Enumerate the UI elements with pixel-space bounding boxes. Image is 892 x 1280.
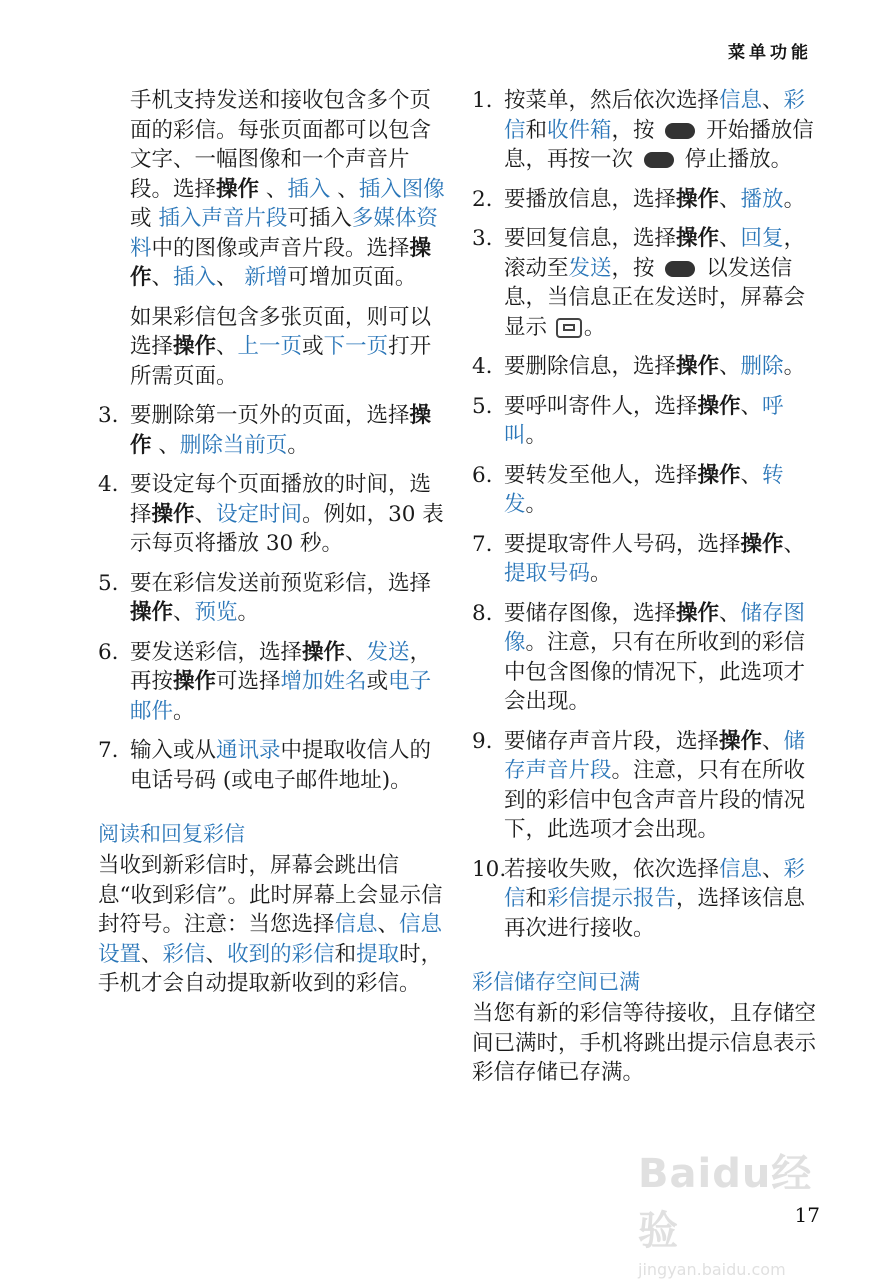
step-number: 6.: [472, 462, 493, 488]
body-text: 、: [719, 186, 741, 212]
step-item: [98, 638, 448, 727]
menu-option-text: 发送: [366, 639, 410, 665]
step-item: [472, 855, 822, 944]
body-text: 和: [525, 886, 548, 911]
body-text: 以发送信息，当信息正在发送时，屏幕会显示: [504, 255, 806, 340]
right-column: [472, 86, 822, 1088]
body-text: ，按: [611, 255, 662, 281]
step-item: [472, 185, 822, 215]
body-text: 如果彩信包含多张页面，则可以选择: [130, 304, 432, 359]
menu-option-text: 设定时间: [216, 501, 303, 527]
body-text: 和: [334, 941, 357, 967]
key-label-text: 操作: [173, 334, 217, 359]
body-text: 。: [583, 314, 606, 340]
step-number: 10.: [472, 856, 507, 882]
body-text: 、: [783, 531, 806, 557]
menu-option-text: 插入声音片段: [158, 206, 288, 231]
step-number: 4.: [98, 472, 119, 497]
body-text: 。: [525, 423, 548, 448]
menu-option-text: 上一页: [237, 334, 303, 359]
body-text: 、: [762, 88, 784, 113]
menu-option-text: 收件箱: [547, 117, 612, 143]
step-number: 4.: [472, 354, 493, 379]
menu-option-text: 彩信: [504, 856, 806, 911]
step-number: 8.: [472, 600, 493, 626]
step-item: [98, 736, 448, 795]
key-label-text: 操作: [130, 600, 174, 625]
step-item: [472, 224, 822, 342]
body-text: 可增加页面。: [287, 265, 417, 290]
key-label-text: 操作: [719, 728, 763, 754]
menu-option-text: 播放: [740, 186, 784, 212]
body-text: 、: [216, 334, 238, 359]
body-text: 停止播放。: [677, 147, 793, 172]
step-number: 1.: [472, 88, 493, 113]
menu-option-text: 彩信: [162, 941, 206, 967]
step-number: 3.: [472, 226, 493, 251]
step-item: [472, 352, 822, 382]
body-text: 、: [377, 912, 400, 937]
body-text: 、: [173, 600, 195, 625]
right-steps-list: [472, 86, 822, 943]
body-text: 、: [762, 728, 784, 754]
body-text: 要提取寄件人号码，选择: [504, 531, 741, 557]
page-number: 17: [794, 1203, 820, 1227]
body-text: 时，手机才会自动提取新收到的彩信。: [98, 941, 443, 996]
body-text: 要储存图像，选择: [504, 600, 677, 626]
body-text: 要呼叫寄件人，选择: [504, 393, 698, 419]
select-key-icon: [665, 261, 695, 277]
menu-option-text: 提取号码: [504, 561, 591, 586]
body-text: 要删除信息，选择: [504, 354, 677, 379]
body-text: ，再按: [130, 639, 432, 694]
intro-paragraph-2: [98, 303, 448, 392]
menu-option-text: 多媒体资料: [130, 206, 438, 261]
step-item: [472, 86, 822, 175]
body-text: 要转发至他人，选择: [504, 462, 698, 488]
menu-option-text: 插入: [287, 176, 331, 202]
body-text: 要播放信息，选择: [504, 186, 677, 212]
body-text: 。: [783, 186, 806, 212]
body-text: 要设定每个页面播放的时间，选择: [130, 472, 432, 527]
step-item: [98, 569, 448, 628]
body-text: 。: [590, 561, 612, 586]
body-text: 、: [762, 856, 784, 882]
body-text: 。: [525, 492, 548, 517]
menu-option-text: 增加姓名: [280, 669, 367, 694]
body-text: 开始播放信息，再按一次: [504, 117, 814, 172]
body-text: 要在彩信发送前预览彩信，选择: [130, 570, 432, 596]
body-text: 或: [366, 669, 389, 694]
body-text: 。: [783, 354, 806, 379]
menu-option-text: 呼叫: [504, 393, 784, 448]
menu-option-text: 转发: [504, 462, 784, 517]
key-label-text: 操作: [676, 600, 720, 626]
body-text: 、: [216, 265, 245, 290]
body-text: 手机支持发送和接收包含多个页面的彩信。每张页面都可以包含文字、一幅图像和一个声音片段。选择: [130, 88, 432, 202]
body-text: 。注意，只有在所收到的彩信中包含图像的情况下，此选项才会出现。: [504, 630, 806, 714]
key-label-text: 操作: [151, 501, 195, 527]
left-column: [98, 86, 448, 999]
menu-option-text: 彩信提示报告: [547, 886, 677, 911]
body-text: 当收到新彩信时，屏幕会跳出信息“收到彩信”。此时屏幕上会显示信封符号。注意：当您选择: [98, 853, 443, 937]
key-label-text: 操作: [130, 403, 432, 458]
step-number: 9.: [472, 728, 493, 754]
body-text: 。: [173, 698, 195, 724]
intro-paragraph: [98, 86, 448, 293]
select-key-icon: [644, 152, 674, 168]
body-text: 打开所需页面。: [130, 334, 432, 389]
step-item: [98, 470, 448, 559]
menu-option-text: 信息: [334, 912, 378, 937]
left-steps-list: [98, 401, 448, 795]
menu-option-text: 新增: [244, 265, 288, 290]
menu-option-text: 通讯录: [216, 738, 281, 763]
key-label-text: 操作: [697, 462, 741, 488]
body-text: 。: [287, 432, 309, 458]
body-text: 、: [151, 265, 174, 290]
watermark-url: jingyan.baidu.com: [638, 1260, 786, 1279]
menu-option-text: 收到的彩信: [227, 941, 335, 967]
key-label-text: 操作: [676, 354, 720, 379]
step-item: [472, 727, 822, 845]
body-text: 、: [151, 432, 180, 458]
body-text: 可选择: [216, 669, 281, 694]
body-text: ，滚动至: [504, 226, 806, 281]
step-number: 7.: [98, 738, 119, 763]
page-header: 菜单功能: [728, 43, 812, 63]
select-key-icon: [665, 123, 695, 139]
menu-option-text: 删除当前页: [179, 432, 288, 458]
menu-option-text: 回复: [740, 226, 784, 251]
key-label-text: 操作: [676, 186, 720, 212]
body-text: 要发送彩信，选择: [130, 639, 303, 665]
key-label-text: 操作: [130, 235, 432, 290]
step-number: 6.: [98, 639, 119, 665]
watermark-logo: Baidu经验: [638, 1151, 813, 1254]
menu-option-text: 储存声音片段: [504, 728, 806, 783]
body-text: 或: [302, 334, 324, 359]
envelope-sending-icon: [556, 318, 582, 338]
body-text: ，按: [611, 117, 662, 143]
body-text: 输入或从: [130, 738, 217, 763]
body-text: 当您有新的彩信等待接收，且存储空间已满时，手机将跳出提示信息表示彩信存储已存满。: [472, 1001, 817, 1085]
key-label-text: 操作: [740, 531, 784, 557]
body-text: 、: [141, 941, 163, 967]
section-heading-storage-full: 彩信储存空间已满: [472, 970, 640, 994]
body-text: 、: [194, 501, 217, 527]
menu-option-text: 插入: [173, 265, 217, 290]
body-text: 、: [719, 226, 741, 251]
body-text: 中提取收信人的电话号码 (或电子邮件地址)。: [130, 738, 432, 793]
menu-option-text: 信息: [719, 856, 763, 882]
step-item: [472, 461, 822, 520]
section-body-read-reply: [98, 851, 448, 999]
menu-option-text: 下一页: [323, 334, 389, 359]
body-text: 、: [259, 176, 288, 202]
step-number: 5.: [472, 393, 493, 419]
body-text: 。: [237, 600, 260, 625]
section-body-storage-full: [472, 999, 822, 1088]
body-text: 要删除第一页外的页面，选择: [130, 403, 410, 428]
body-text: 或: [130, 206, 159, 231]
body-text: 要储存声音片段，选择: [504, 728, 720, 754]
baidu-watermark: [638, 1142, 828, 1279]
menu-option-text: 信息设置: [98, 912, 443, 967]
body-text: 、: [205, 941, 228, 967]
body-text: 。例如，30 表示每页将播放 30 秒。: [130, 501, 444, 556]
body-text: 和: [525, 117, 548, 143]
body-text: 、: [345, 639, 367, 665]
key-label-text: 操作: [173, 669, 217, 694]
body-text: 、: [740, 462, 763, 488]
body-text: 若接收失败，依次选择: [504, 856, 720, 882]
body-text: 、: [719, 600, 741, 626]
step-number: 7.: [472, 531, 493, 557]
body-text: 。注意，只有在所收到的彩信中包含声音片段的情况下，此选项才会出现。: [504, 758, 806, 842]
menu-option-text: 预览: [194, 600, 238, 625]
section-heading-read-reply: 阅读和回复彩信: [98, 822, 245, 846]
step-number: 3.: [98, 403, 119, 428]
menu-option-text: 储存图像: [504, 600, 806, 655]
body-text: ，选择该信息再次进行接收。: [504, 886, 806, 941]
body-text: 、: [740, 393, 763, 419]
menu-option-text: 信息: [719, 88, 763, 113]
key-label-text: 操作: [697, 393, 741, 419]
menu-option-text: 彩信: [504, 88, 806, 143]
step-number: 2.: [472, 186, 493, 212]
body-text: 可插入: [287, 206, 352, 231]
body-text: 、: [719, 354, 741, 379]
key-label-text: 操作: [216, 176, 260, 202]
step-item: [472, 599, 822, 717]
menu-option-text: 提取: [356, 941, 400, 967]
step-item: [472, 392, 822, 451]
menu-option-text: 电子邮件: [130, 669, 432, 724]
menu-option-text: 删除: [740, 354, 784, 379]
body-text: 按菜单，然后依次选择: [504, 88, 720, 113]
step-item: [98, 401, 448, 460]
body-text: 、: [330, 176, 359, 202]
step-number: 5.: [98, 570, 119, 596]
body-text: 中的图像或声音片段。选择: [151, 235, 410, 261]
menu-option-text: 发送: [568, 255, 612, 281]
step-item: [472, 530, 822, 589]
key-label-text: 操作: [302, 639, 346, 665]
key-label-text: 操作: [676, 226, 720, 251]
body-text: 要回复信息，选择: [504, 226, 677, 251]
menu-option-text: 插入图像: [358, 176, 445, 202]
